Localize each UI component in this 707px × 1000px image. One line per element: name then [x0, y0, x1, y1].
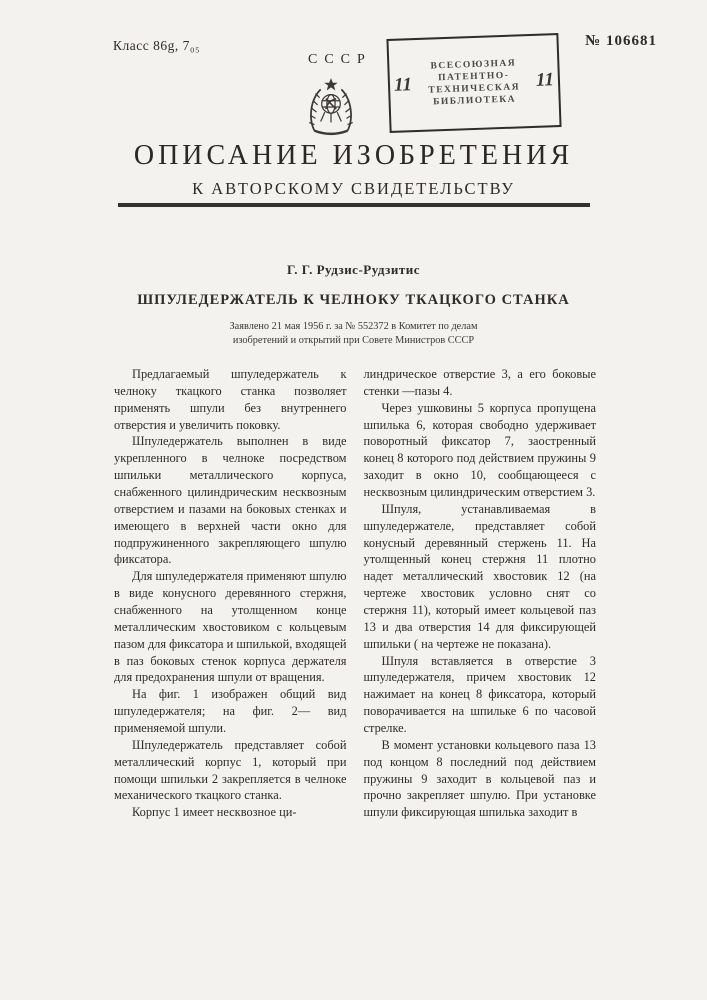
document-title: ОПИСАНИЕ ИЗОБРЕТЕНИЯ: [133, 140, 574, 171]
paragraph: В момент установки кольцевого паза 13 под концом 8 последний под действием пружины 9 заходит в кольцевой паз и прочно закрепляет шпулю. При установке шпули фиксирующая шпилька заходит в: [363, 737, 596, 820]
class-label: Класс 86g, 7₀₅: [113, 38, 201, 53]
invention-title: ШПУЛЕДЕРЖАТЕЛЬ К ЧЕЛНОКУ ТКАЦКОГО СТАНКА: [137, 292, 570, 308]
stamp-line-4: БИБЛИОТЕКА: [432, 94, 517, 108]
paragraph: Предлагаемый шпуледержатель к челноку ткацкого станка позволяет применять шпули без внутреннего отверстия и увеличить поковку.: [114, 367, 347, 432]
stamp-text: [414, 36, 533, 130]
paragraph: линдрическое отверстие 3, а его боковые стенки —пазы 4.: [363, 367, 596, 398]
country-label: СССР: [308, 52, 372, 67]
filing-line-1: Заявлено 21 мая 1956 г. за № 552372 в Комитет по делам: [229, 321, 478, 332]
filing-line-2: изобретений и открытий при Совете Министров СССР: [232, 335, 475, 347]
body-columns: [114, 366, 596, 821]
stamp-line-3: ТЕХНИЧЕСКАЯ: [428, 82, 521, 96]
stamp-mark-right: 11: [535, 69, 555, 91]
paragraph: Шпуля, устанавливаемая в шпуледержателе, представляет собой конусный деревянный стержень 11. На утолщенный конец стержня 11 плотно надет металлический хвостовик 12 (на чертеже хвостовик условно снят со стержня 11), который имеет кольцевой паз 13 и два отверстия 14 для фиксирующей шпильки ( на чертеже не показана).: [363, 501, 596, 651]
stamp-line-1: ВСЕСОЮЗНАЯ: [430, 58, 517, 72]
paragraph: Корпус 1 имеет несквозное ци-: [132, 805, 297, 820]
ussr-coat-of-arms-icon: [300, 76, 362, 138]
filing-info: [0, 320, 707, 349]
paragraph: Шпуледержатель выполнен в виде укрепленного в челноке посредством шпильки металлического корпуса, снабженного цилиндрическим несквозным отверстием и пазами на боковых стенках и имеющего в верхней части окно для подпружиненного закрепляющего шпулю фиксатора.: [114, 434, 347, 567]
library-stamp: [386, 33, 561, 133]
left-column: [114, 366, 347, 821]
document-number: № 106681: [585, 33, 657, 49]
stamp-mark-left: 11: [393, 74, 413, 96]
paragraph: Для шпуледержателя применяют шпулю в виде конусного деревянного стержня, снабженного на утолщенном конце металлическим хвостовиком с кольцевым пазом для фиксатора и шпилькой, входящей в паз боковых стенок корпуса держателя для предохранения шпули от вращения.: [114, 569, 347, 685]
paragraph: Через ушковины 5 корпуса пропущена шпилька 6, которая свободно удерживает поворотный фиксатор 7, заостренный конец 8 которого под действием пружины 9 заходит в окно 10, сообщающееся с несквозным цилиндрическим отверстием 3.: [363, 400, 596, 500]
right-column: [364, 366, 597, 821]
paragraph: Шпуледержатель представляет собой металлический корпус 1, который при помощи шпильки 2 закрепляется в челноке механического ткацкого станка.: [114, 737, 347, 803]
author-name: Г. Г. Рудзис-Рудзитис: [287, 262, 420, 277]
divider-rule: [118, 203, 590, 207]
stamp-line-2: ПАТЕНТНО-: [437, 70, 510, 84]
paragraph: Шпуля вставляется в отверстие 3 шпуледержателя, причем хвостовик 12 нажимает на конец 8 фиксатора, который поворачивается на шпильке 6 по часовой стрелке.: [363, 653, 596, 736]
paragraph: На фиг. 1 изображен общий вид шпуледержателя; на фиг. 2— вид применяемой шпули.: [114, 687, 347, 736]
document-subtitle: К АВТОРСКОМУ СВИДЕТЕЛЬСТВУ: [192, 179, 515, 198]
